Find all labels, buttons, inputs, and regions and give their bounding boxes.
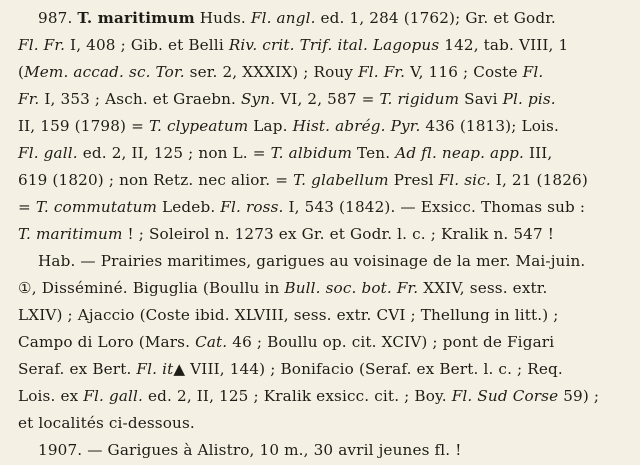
entry-heading-line: 987. T. maritimum Huds. Fl. angl. ed. 1, 284 (1762); Gr. et Godr. (38, 9, 556, 27)
reference-line: 619 (1820) ; non Retz. nec alior. = T. glabellum Presl Fl. sic. I, 21 (1826) (18, 171, 588, 189)
reference-line: II, 159 (1798) = T. clypeatum Lap. Hist. abrég. Pyr. 436 (1813); Lois. (18, 117, 559, 135)
locality-line: Campo di Loro (Mars. Cat. 46 ; Boullu op. cit. XCIV) ; pont de Figari (18, 333, 555, 351)
locality-line: Seraf. ex Bert. Fl. it▲ VIII, 144) ; Bonifacio (Seraf. ex Bert. l. c. ; Req. (18, 360, 563, 378)
locality-line: et localités ci-dessous. (18, 414, 195, 432)
reference-line: (Mem. accad. sc. Tor. ser. 2, XXXIX) ; Rouy Fl. Fr. V, 116 ; Coste Fl. (18, 63, 544, 81)
locality-line: Lois. ex Fl. gall. ed. 2, II, 125 ; Kralik exsicc. cit. ; Boy. Fl. Sud Corse 59) ; (18, 387, 600, 405)
reference-line: = T. commutatum Ledeb. Fl. ross. I, 543 (1842). — Exsicc. Thomas sub : (18, 198, 586, 216)
reference-line: Fl. Fr. I, 408 ; Gib. et Belli Riv. crit. Trif. ital. Lagopus 142, tab. VIII, 1 (18, 36, 569, 54)
reference-line: Fl. gall. ed. 2, II, 125 ; non L. = T. albidum Ten. Ad fl. neap. app. III, (18, 144, 553, 162)
species-name: T. maritimum (77, 9, 195, 27)
reference-line: T. maritimum ! ; Soleirol n. 1273 ex Gr. et Godr. l. c. ; Kralik n. 547 ! (18, 225, 555, 243)
locality-line: ①, Disséminé. Biguglia (Boullu in Bull. soc. bot. Fr. XXIV, sess. extr. (18, 279, 548, 297)
reference-line: Fr. I, 353 ; Asch. et Graebn. Syn. VI, 2, 587 = T. rigidum Savi Pl. pis. (18, 90, 556, 108)
habitat-line: Hab. — Prairies maritimes, garigues au voisinage de la mer. Mai-juin. (38, 252, 586, 270)
specimen-record-line: 1907. — Garigues à Alistro, 10 m., 30 avril jeunes fl. ! (38, 441, 462, 459)
locality-line: LXIV) ; Ajaccio (Coste ibid. XLVIII, sess. extr. CVI ; Thellung in litt.) ; (18, 306, 559, 324)
